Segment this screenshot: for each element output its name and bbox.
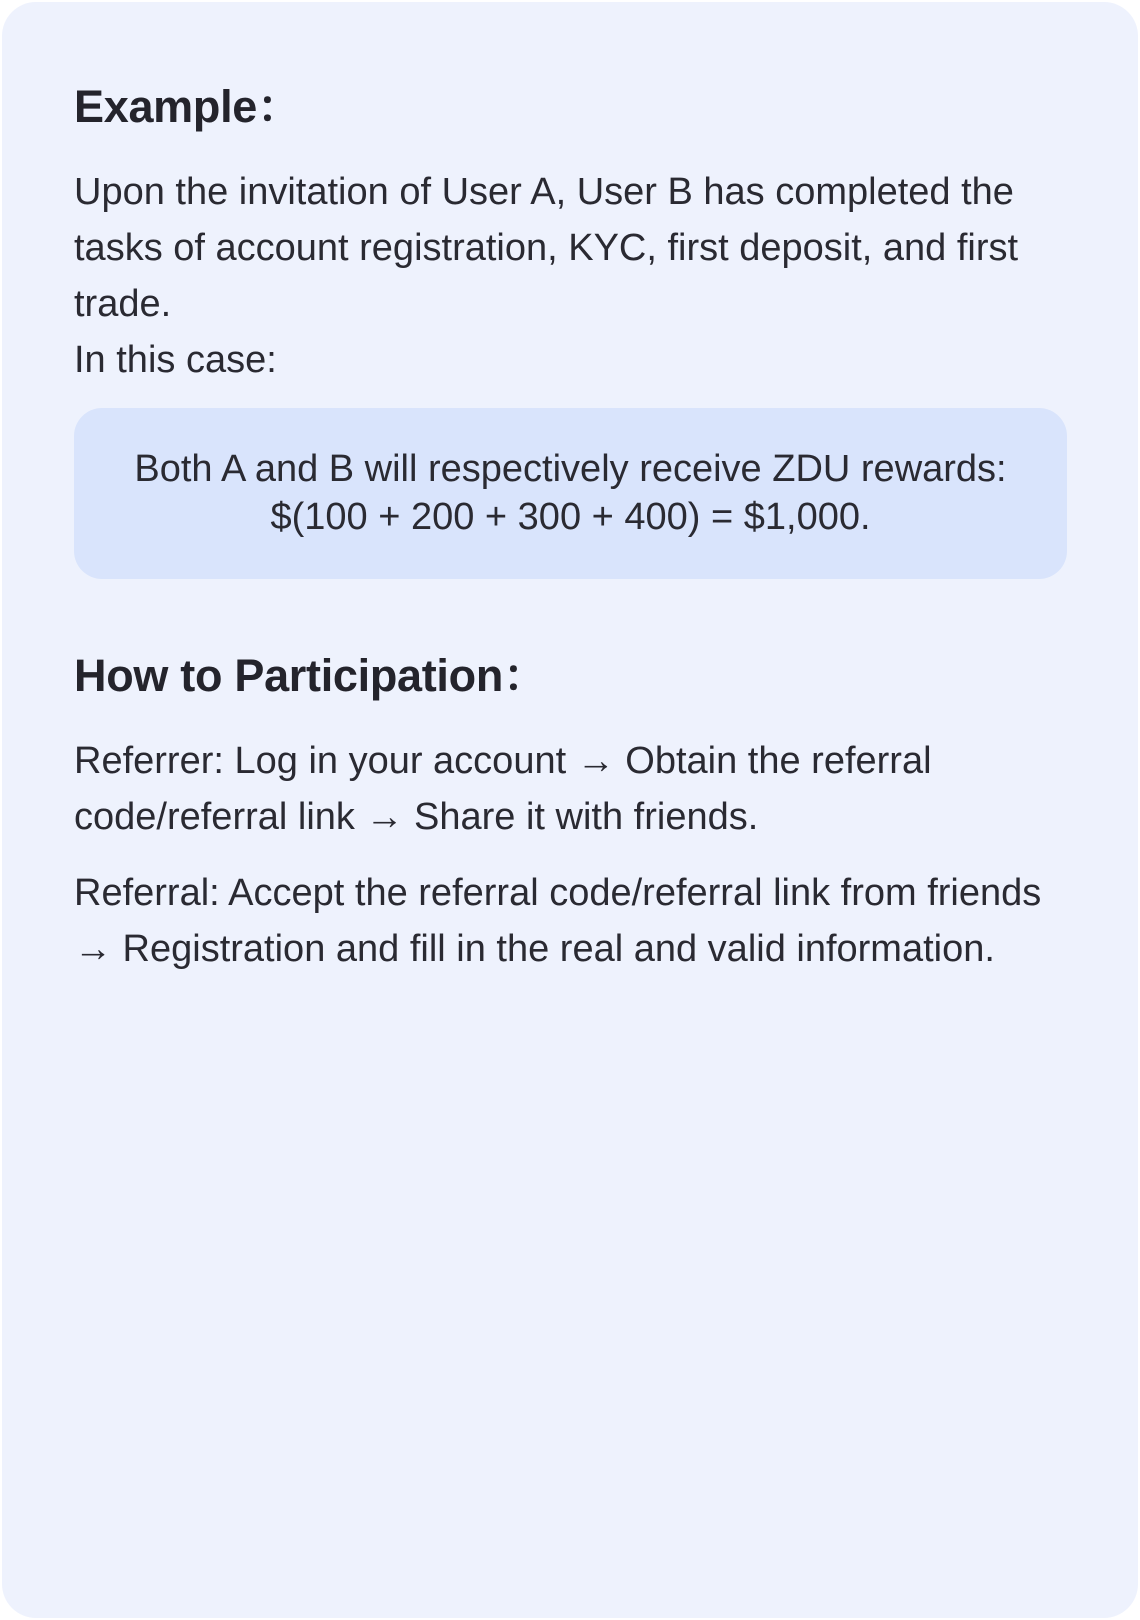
participation-heading-text: How to Participation — [74, 650, 504, 701]
referral-step: Referral: Accept the referral code/referral link from friends → Registration and fill in the real and valid information. — [74, 872, 1042, 970]
reward-line-1: Both A and B will respectively receive ZDU rewards: — [134, 448, 1007, 490]
example-heading — [74, 72, 1066, 142]
participation-steps — [74, 733, 1066, 977]
reward-line-2: $(100 + 200 + 300 + 400) = $1,000. — [270, 496, 871, 538]
participation-heading — [74, 641, 1066, 711]
info-card — [2, 2, 1138, 1618]
example-body — [74, 164, 1066, 388]
reward-highlight-box — [74, 408, 1067, 579]
example-description: Upon the invitation of User A, User B has completed the tasks of account registration, KYC, first deposit, and first trade. — [74, 171, 1019, 325]
example-case-label: In this case: — [74, 339, 277, 381]
participation-heading-colon: ： — [503, 650, 548, 701]
example-heading-colon: ： — [257, 81, 302, 132]
example-heading-text: Example — [74, 81, 257, 132]
referrer-step: Referrer: Log in your account → Obtain the referral code/referral link → Share it with friends. — [74, 740, 932, 838]
